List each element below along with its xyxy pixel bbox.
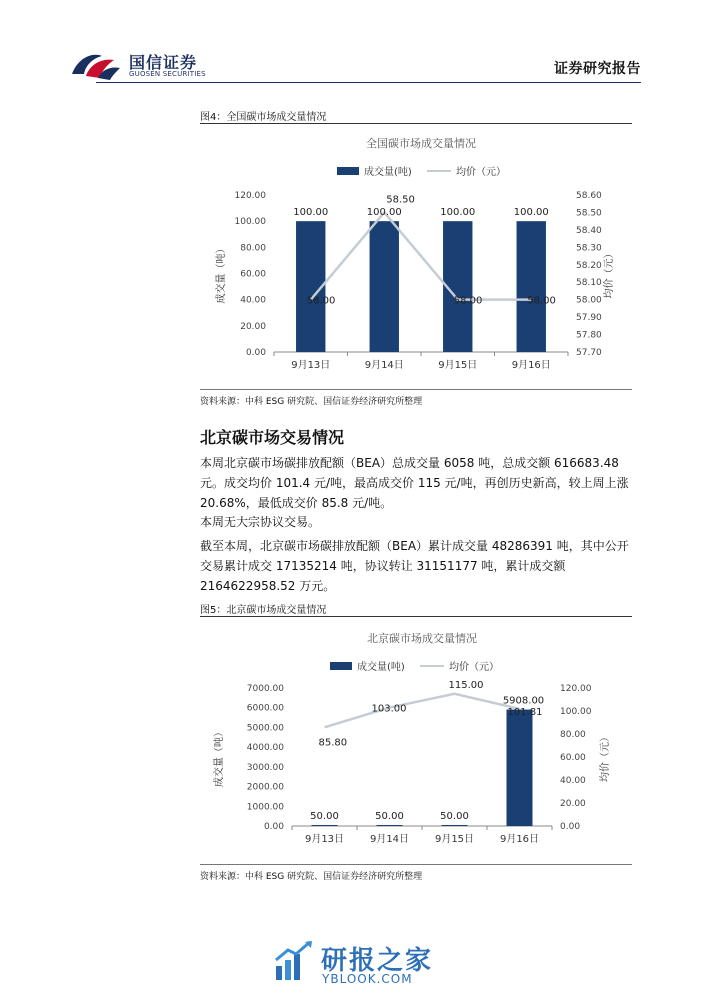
x-tick-label: 9月16日 — [511, 360, 551, 371]
legend-bar-label: 成交量(吨) — [357, 662, 405, 673]
y2-tick-label: 58.60 — [576, 191, 602, 201]
y2-tick-label: 100.00 — [560, 707, 592, 717]
line-data-label: 103.00 — [371, 703, 407, 715]
legend-bar-swatch — [330, 662, 352, 670]
y2-tick-label: 0.00 — [560, 822, 581, 832]
figure5-source: 资料来源：中科 ESG 研究院、国信证券经济研究所整理 — [200, 872, 423, 882]
y-tick-label: 7000.00 — [246, 684, 284, 694]
y-tick-label: 80.00 — [240, 243, 266, 254]
bar-data-label: 100.00 — [513, 207, 549, 219]
bar — [312, 825, 338, 826]
y2-tick-label: 58.40 — [576, 225, 602, 236]
y2-tick-label: 58.20 — [576, 260, 602, 271]
logo-text-english: GUOSEN SECURITIES — [129, 70, 206, 78]
y-tick-label: 40.00 — [240, 295, 266, 306]
y-tick-label: 2000.00 — [246, 782, 284, 793]
x-tick-label: 9月15日 — [434, 834, 475, 845]
figure4-top-rule — [200, 123, 632, 124]
x-tick-label: 9月14日 — [364, 360, 404, 371]
bar-data-label: 100.00 — [366, 207, 402, 219]
y-tick-label: 60.00 — [240, 269, 266, 280]
y-tick-label: 3000.00 — [246, 762, 284, 773]
legend-line-label: 均价（元） — [456, 167, 506, 178]
chart-title: 北京碳市场成交量情况 — [367, 632, 477, 645]
line-data-label: 58.50 — [386, 194, 415, 206]
line-data-label: 58.00 — [527, 295, 556, 307]
y2-tick-label: 57.90 — [576, 313, 602, 324]
paragraph-cumulative: 截至本周，北京碳市场碳排放配额（BEA）累计成交量 48286391 吨，其中公开交易累计成交 17135214 吨，协议转让 31151177 吨，累计成交额 2164622958.52 万元。 — [200, 539, 629, 593]
y-tick-label: 5000.00 — [246, 723, 284, 734]
y-axis-label: 成交量（吨） — [216, 243, 227, 304]
price-line — [325, 694, 520, 728]
legend-bar-label: 成交量(吨) — [364, 167, 412, 178]
bar — [370, 221, 399, 352]
y2-tick-label: 60.00 — [560, 753, 586, 763]
y2-tick-label: 58.10 — [576, 278, 602, 289]
bar-data-label: 50.00 — [310, 811, 339, 823]
legend-line-label: 均价（元） — [449, 662, 499, 673]
y-tick-label: 20.00 — [240, 321, 266, 332]
header-divider — [96, 82, 641, 83]
guosen-logo-icon — [68, 48, 124, 82]
price-line — [311, 212, 532, 299]
y-tick-label: 4000.00 — [246, 743, 284, 754]
y2-tick-label: 57.80 — [576, 330, 602, 341]
y-tick-label: 1000.00 — [246, 802, 284, 813]
y2-axis-label: 均价（元） — [600, 732, 611, 782]
y2-tick-label: 80.00 — [560, 730, 586, 740]
y-tick-label: 0.00 — [245, 348, 266, 358]
bar — [377, 825, 403, 826]
line-data-label: 58.00 — [306, 295, 336, 307]
y-axis-label: 成交量（吨） — [214, 727, 225, 787]
y2-tick-label: 40.00 — [560, 776, 586, 786]
y2-tick-label: 57.70 — [576, 348, 602, 358]
beijing-carbon-chart — [200, 618, 632, 864]
x-tick-label: 9月15日 — [438, 360, 478, 371]
x-tick-label: 9月13日 — [291, 360, 331, 371]
figure5-top-rule — [200, 616, 632, 617]
bar-data-label: 100.00 — [293, 207, 329, 219]
chart-title: 全国碳市场成交量情况 — [366, 137, 476, 150]
x-tick-label: 9月14日 — [369, 834, 410, 845]
watermark-name: 研报之家 — [321, 946, 434, 976]
line-data-label: 115.00 — [448, 679, 484, 691]
y-tick-label: 100.00 — [234, 217, 266, 228]
paragraph-weekly-summary: 本周北京碳市场碳排放配额（BEA）总成交量 6058 吨，总成交额 616683.48 元。成交均价 101.4 元/吨，最高成交价 115 元/吨，再创历史新高，较上周上涨 20.68%，最低成交价 85.8 元/吨。 — [200, 456, 629, 510]
bar-data-label: 5908.00 — [502, 695, 545, 707]
bar-data-label: 100.00 — [440, 207, 476, 219]
figure4-bottom-rule — [200, 389, 632, 390]
paragraph-no-block-trade: 本周无大宗协议交易。 — [200, 515, 321, 529]
y2-tick-label: 58.00 — [576, 295, 602, 306]
y2-tick-label: 58.30 — [576, 243, 602, 254]
logo-text: 国信证券 — [129, 53, 198, 72]
watermark-url: YBLOOK.COM — [322, 972, 413, 986]
y2-tick-label: 20.00 — [560, 799, 586, 809]
y2-tick-label: 58.50 — [576, 208, 602, 219]
y2-axis-label: 均价（元） — [604, 248, 615, 299]
report-type-label: 证券研究报告 — [554, 61, 641, 77]
section-heading: 北京碳市场交易情况 — [200, 428, 345, 447]
bar — [507, 710, 533, 826]
bar-data-label: 50.00 — [375, 811, 404, 823]
bar — [442, 825, 468, 826]
x-tick-label: 9月13日 — [304, 834, 345, 845]
watermark-logo-icon — [272, 940, 316, 984]
figure5-bottom-rule — [200, 864, 632, 865]
bar-data-label: 50.00 — [440, 811, 469, 823]
y-tick-label: 0.00 — [263, 822, 284, 832]
line-data-label: 101.81 — [507, 706, 543, 718]
y2-tick-label: 120.00 — [560, 684, 592, 694]
x-tick-label: 9月16日 — [499, 834, 540, 845]
figure4-source: 资料来源：中科 ESG 研究院、国信证券经济研究所整理 — [200, 397, 423, 407]
bar — [517, 221, 546, 352]
line-data-label: 85.80 — [318, 737, 348, 749]
y-tick-label: 120.00 — [234, 191, 266, 201]
national-carbon-chart — [200, 125, 632, 389]
legend-bar-swatch — [337, 167, 359, 175]
figure5-caption: 图5：北京碳市场成交量情况 — [200, 605, 327, 616]
y-tick-label: 6000.00 — [246, 703, 284, 714]
line-data-label: 58.00 — [453, 295, 483, 307]
figure4-caption: 图4：全国碳市场成交量情况 — [200, 112, 327, 123]
